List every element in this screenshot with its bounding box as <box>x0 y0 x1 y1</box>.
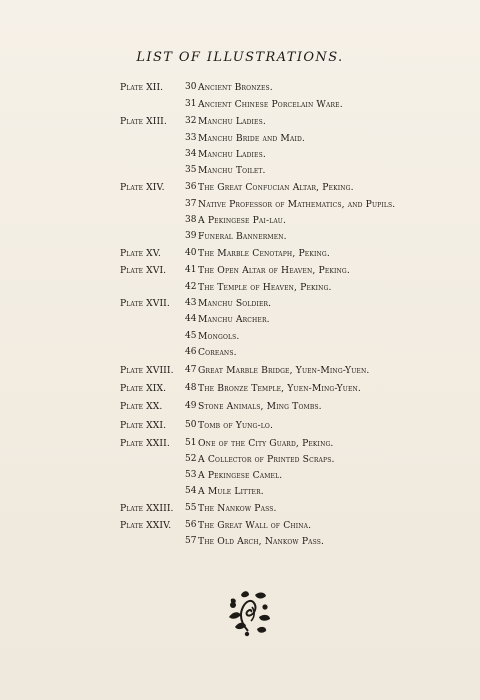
illustration-caption: The Great Confucian Altar, Peking. <box>198 182 354 193</box>
plate-label: Plate XVII. <box>120 298 170 309</box>
list-item <box>0 347 480 361</box>
list-item <box>0 116 480 130</box>
illustration-caption: Manchu Soldier. <box>198 298 272 309</box>
illustration-caption: Funeral Bannermen. <box>198 231 287 242</box>
list-item <box>0 438 480 452</box>
illustration-caption: Tomb of Yung-lo. <box>198 420 274 431</box>
list-item <box>0 470 480 484</box>
list-item <box>0 248 480 262</box>
illustration-caption: The Nankow Pass. <box>198 503 277 514</box>
plate-label: Plate XXIV. <box>120 520 172 531</box>
illustration-caption: Manchu Ladies. <box>198 149 266 160</box>
illustration-number: 50 <box>185 420 197 430</box>
illustration-number: 42 <box>185 282 197 292</box>
illustration-caption: A Pekingese Camel. <box>198 470 283 481</box>
illustration-number: 52 <box>185 454 197 464</box>
illustration-number: 46 <box>185 347 197 357</box>
illustration-number: 37 <box>185 199 197 209</box>
illustration-number: 45 <box>185 331 197 341</box>
illustration-number: 56 <box>185 520 197 530</box>
illustration-number: 35 <box>185 165 197 175</box>
list-item <box>0 149 480 163</box>
list-item <box>0 182 480 196</box>
floral-ornament-icon <box>221 587 275 637</box>
list-item <box>0 215 480 229</box>
illustration-caption: Ancient Chinese Porcelain Ware. <box>198 99 343 110</box>
illustration-caption: Ancient Bronzes. <box>198 82 273 93</box>
illustration-number: 54 <box>185 486 197 496</box>
illustration-number: 32 <box>185 116 197 126</box>
list-item <box>0 199 480 213</box>
list-item <box>0 82 480 96</box>
illustration-number: 36 <box>185 182 197 192</box>
illustration-number: 31 <box>185 99 197 109</box>
list-item <box>0 486 480 500</box>
illustration-caption: Manchu Bride and Maid. <box>198 133 305 144</box>
illustration-caption: A Mule Litter. <box>198 486 264 497</box>
list-item <box>0 99 480 113</box>
illustration-caption: One of the City Guard, Peking. <box>198 438 334 449</box>
illustration-caption: The Open Altar of Heaven, Peking. <box>198 265 350 276</box>
illustration-number: 55 <box>185 503 197 513</box>
list-item <box>0 298 480 312</box>
illustration-caption: Great Marble Bridge, Yuen-Ming-Yuen. <box>198 365 370 376</box>
illustration-caption: Mongols. <box>198 331 240 342</box>
list-item <box>0 133 480 147</box>
illustration-number: 40 <box>185 248 197 258</box>
plate-label: Plate XXII. <box>120 438 170 449</box>
plate-label: Plate XVI. <box>120 265 167 276</box>
list-item <box>0 454 480 468</box>
illustration-number: 41 <box>185 265 197 275</box>
plate-label: Plate XX. <box>120 401 163 412</box>
page-title: LIST OF ILLUSTRATIONS. <box>136 50 344 65</box>
illustration-number: 53 <box>185 470 197 480</box>
list-item <box>0 231 480 245</box>
list-item <box>0 265 480 279</box>
illustration-caption: The Bronze Temple, Yuen-Ming-Yuen. <box>198 383 362 394</box>
plate-label: Plate XIV. <box>120 182 165 193</box>
illustration-number: 43 <box>185 298 197 308</box>
illustration-caption: A Collector of Printed Scraps. <box>198 454 335 465</box>
illustration-caption: Manchu Archer. <box>198 314 270 325</box>
illustration-caption: Native Professor of Mathematics, and Pupils. <box>198 199 396 210</box>
list-item <box>0 165 480 179</box>
list-item <box>0 365 480 379</box>
plate-label: Plate XII. <box>120 82 164 93</box>
illustration-number: 38 <box>185 215 197 225</box>
illustration-caption: Manchu Ladies. <box>198 116 266 127</box>
illustration-number: 49 <box>185 401 197 411</box>
illustration-number: 34 <box>185 149 197 159</box>
illustration-number: 44 <box>185 314 197 324</box>
illustration-caption: The Old Arch, Nankow Pass. <box>198 536 325 547</box>
plate-label: Plate XIX. <box>120 383 167 394</box>
illustration-caption: The Temple of Heaven, Peking. <box>198 282 332 293</box>
illustration-caption: The Marble Cenotaph, Peking. <box>198 248 330 259</box>
list-item <box>0 282 480 296</box>
list-item <box>0 331 480 345</box>
plate-label: Plate XXI. <box>120 420 167 431</box>
illustration-caption: Manchu Toilet. <box>198 165 266 176</box>
illustration-number: 57 <box>185 536 197 546</box>
list-item <box>0 420 480 434</box>
illustration-caption: Coreans. <box>198 347 237 358</box>
illustration-caption: A Pekingese Pai-lau. <box>198 215 287 226</box>
plate-label: Plate XXIII. <box>120 503 174 514</box>
illustration-number: 33 <box>185 133 197 143</box>
illustration-caption: Stone Animals, Ming Tombs. <box>198 401 322 412</box>
list-item <box>0 401 480 415</box>
plate-label: Plate XIII. <box>120 116 167 127</box>
list-item <box>0 536 480 550</box>
illustration-number: 39 <box>185 231 197 241</box>
illustration-caption: The Great Wall of China. <box>198 520 312 531</box>
list-item <box>0 503 480 517</box>
plate-label: Plate XVIII. <box>120 365 174 376</box>
illustration-number: 30 <box>185 82 197 92</box>
illustration-number: 51 <box>185 438 197 448</box>
illustration-number: 48 <box>185 383 197 393</box>
list-item <box>0 383 480 397</box>
illustration-number: 47 <box>185 365 197 375</box>
list-item <box>0 520 480 534</box>
plate-label: Plate XV. <box>120 248 161 259</box>
list-item <box>0 314 480 328</box>
